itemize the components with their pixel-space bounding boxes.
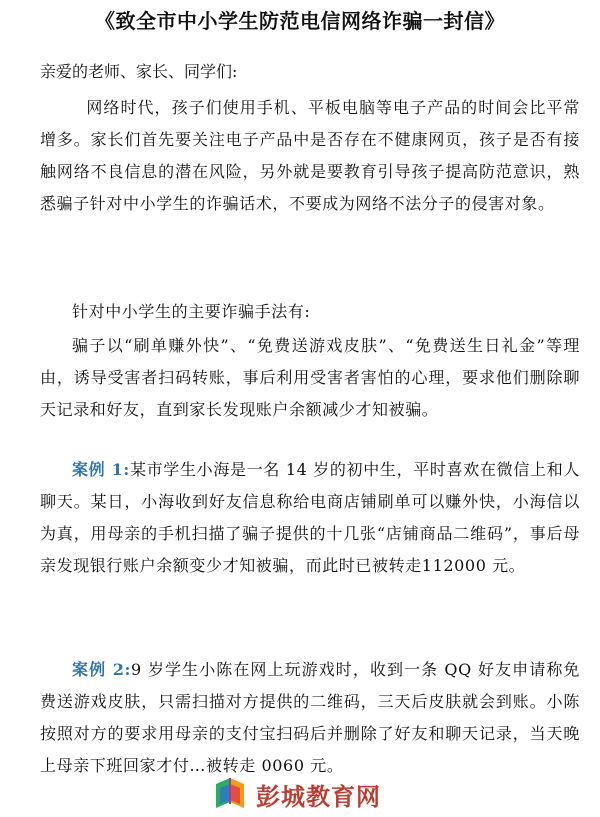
watermark-logo	[210, 772, 420, 816]
case-2-paragraph	[40, 654, 580, 782]
watermark-text: 彭城教育网	[256, 782, 381, 811]
intro-paragraph: 网络时代，孩子们使用手机、平板电脑等电子产品的时间会比平常增多。家长们首先要关注电子产品中是否存在不健康网页，孩子是否有接触网络不良信息的潜在风险，另外就是要教育引导孩子提高防范意识，熟悉骗子针对中小学生的诈骗话术，不要成为网络不法分子的侵害对象。	[40, 98, 580, 213]
case-2-body: 9 岁学生小陈在网上玩游戏时，收到一条 QQ 好友申请称免费送游戏皮肤，只需扫描对方提供的二维码，三天后皮肤就会到账。小陈按照对方的要求用母亲的支付宝扫码后并删除了好友和聊天记录，当天晚上母亲下班回家才	[40, 660, 580, 775]
methods-paragraph	[40, 330, 580, 426]
methods-heading: 针对中小学生的主要诈骗手法有:	[72, 302, 311, 321]
case-1-paragraph	[40, 454, 580, 582]
page-title: 《致全市中小学生防范电信网络诈骗一封信》	[95, 9, 505, 33]
book-logo-icon	[210, 774, 250, 814]
case-1-label: 案例 1:	[72, 460, 130, 479]
case-2-tail: 付…被转走 0060 元。	[172, 756, 344, 775]
methods-body: 骗子以“刷单赚外快”、“免费送游戏皮肤”、“免费送生日礼金”等理由，诱导受害者扫码转账，事后利用受害者害怕的心理，要求他们删除聊天记录和好友，直到家长发现账户余额减少才知被骗。	[40, 336, 580, 419]
case-1-body: 某市学生小海是一名 14 岁的初中生，平时喜欢在微信上和人聊天。某日，小海收到好友信息称给电商店铺刷单可以赚外快，小海信以为真，用母亲的手机扫描了骗子提供的十几张“店铺商品二维码”，事后母亲发现银行账户余额变少才知被骗，而此时已被转走112000 元。	[40, 460, 580, 575]
greeting: 亲爱的老师、家长、同学们:	[40, 62, 238, 81]
case-2-label: 案例 2:	[72, 660, 132, 679]
